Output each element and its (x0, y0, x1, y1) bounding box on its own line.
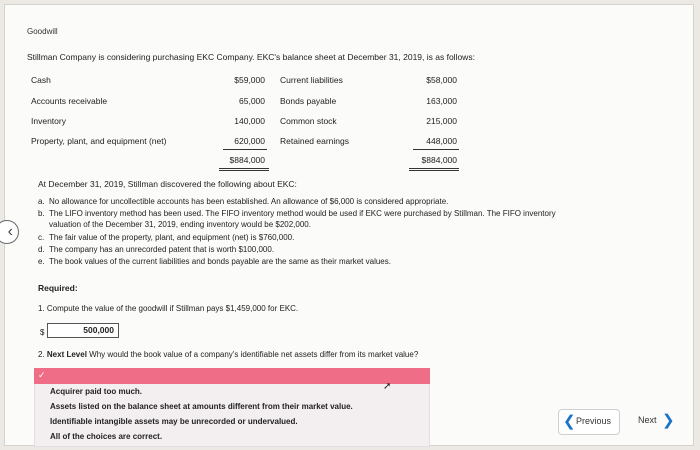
content-panel (4, 4, 694, 446)
previous-label: Previous (576, 416, 612, 426)
cursor-icon: ➚ (383, 381, 392, 392)
subtotal-rule (413, 149, 459, 150)
list-item-marker: d. (38, 245, 45, 254)
choice-option[interactable]: All of the choices are correct. (50, 432, 163, 441)
question-2-number: 2. (38, 350, 45, 359)
liability-value: 163,000 (426, 96, 457, 106)
liability-label: Current liabilities (280, 75, 343, 85)
required-heading: Required: (38, 283, 78, 293)
liability-value: 215,000 (426, 116, 457, 126)
double-rule (409, 168, 459, 171)
next-label: Next (638, 415, 657, 425)
chevron-right-icon: ❯ (662, 412, 675, 429)
question-2-text: Why would the book value of a company's identifiable net assets differ from its market value? (89, 350, 419, 359)
question-1: 1. Compute the value of the goodwill if Stillman pays $1,459,000 for EKC. (38, 304, 299, 313)
collapse-panel-button[interactable] (0, 220, 19, 244)
asset-label: Cash (31, 75, 51, 85)
asset-value: 65,000 (239, 96, 265, 106)
question-2 (38, 350, 418, 359)
choice-option[interactable]: Assets listed on the balance sheet at amounts different from their market value. (50, 402, 353, 411)
selected-choice-bar[interactable] (34, 368, 430, 384)
liability-value: $58,000 (426, 75, 457, 85)
check-icon: ✓ (38, 370, 46, 380)
liability-label: Common stock (280, 116, 337, 126)
list-item-marker: e. (38, 257, 45, 266)
liability-label: Retained earnings (280, 136, 349, 146)
list-item-marker: c. (38, 233, 45, 242)
choice-option[interactable]: Acquirer paid too much. (50, 387, 143, 396)
list-item-continuation: valuation of the December 31, 2019, ending inventory would be $202,000. (49, 220, 311, 229)
goodwill-answer-input[interactable]: 500,000 (47, 323, 119, 338)
currency-symbol: $ (40, 328, 45, 337)
asset-label: Property, plant, and equipment (net) (31, 136, 167, 146)
asset-value: $59,000 (234, 75, 265, 85)
list-item-marker: a. (38, 197, 45, 206)
asset-value: 140,000 (234, 116, 265, 126)
liabilities-total: $884,000 (421, 155, 457, 165)
asset-label: Accounts receivable (31, 96, 108, 106)
list-item: The fair value of the property, plant, and equipment (net) is $760,000. (49, 233, 295, 242)
subtotal-rule (223, 149, 267, 150)
double-rule (219, 168, 269, 171)
problem-intro: Stillman Company is considering purchasing EKC Company. EKC's balance sheet at December 31, 2019, is as follows: (27, 52, 475, 62)
page-title: Goodwill (27, 27, 58, 36)
next-button[interactable] (635, 409, 679, 433)
next-level-label: Next Level (46, 350, 87, 359)
asset-label: Inventory (31, 116, 66, 126)
assets-total: $884,000 (229, 155, 265, 165)
previous-button[interactable] (558, 409, 620, 435)
asset-value: 620,000 (234, 136, 265, 146)
chevron-left-icon: ‹ (7, 223, 13, 240)
list-item: The company has an unrecorded patent that is worth $100,000. (49, 245, 275, 254)
discoveries-heading: At December 31, 2019, Stillman discovered the following about EKC: (38, 179, 297, 189)
list-item: No allowance for uncollectible accounts has been established. An allowance of $6,000 is considered appropriate. (49, 197, 449, 206)
liability-label: Bonds payable (280, 96, 337, 106)
chevron-left-icon: ❮ (563, 413, 576, 430)
list-item: The book values of the current liabilities and bonds payable are the same as their market values. (49, 257, 391, 266)
list-item-marker: b. (38, 209, 45, 218)
choice-option[interactable]: Identifiable intangible assets may be unrecorded or undervalued. (50, 417, 298, 426)
list-item: The LIFO inventory method has been used. The FIFO inventory method would be used if EKC were purchased by Stillman. The FIFO inventory (49, 209, 556, 218)
liability-value: 448,000 (426, 136, 457, 146)
